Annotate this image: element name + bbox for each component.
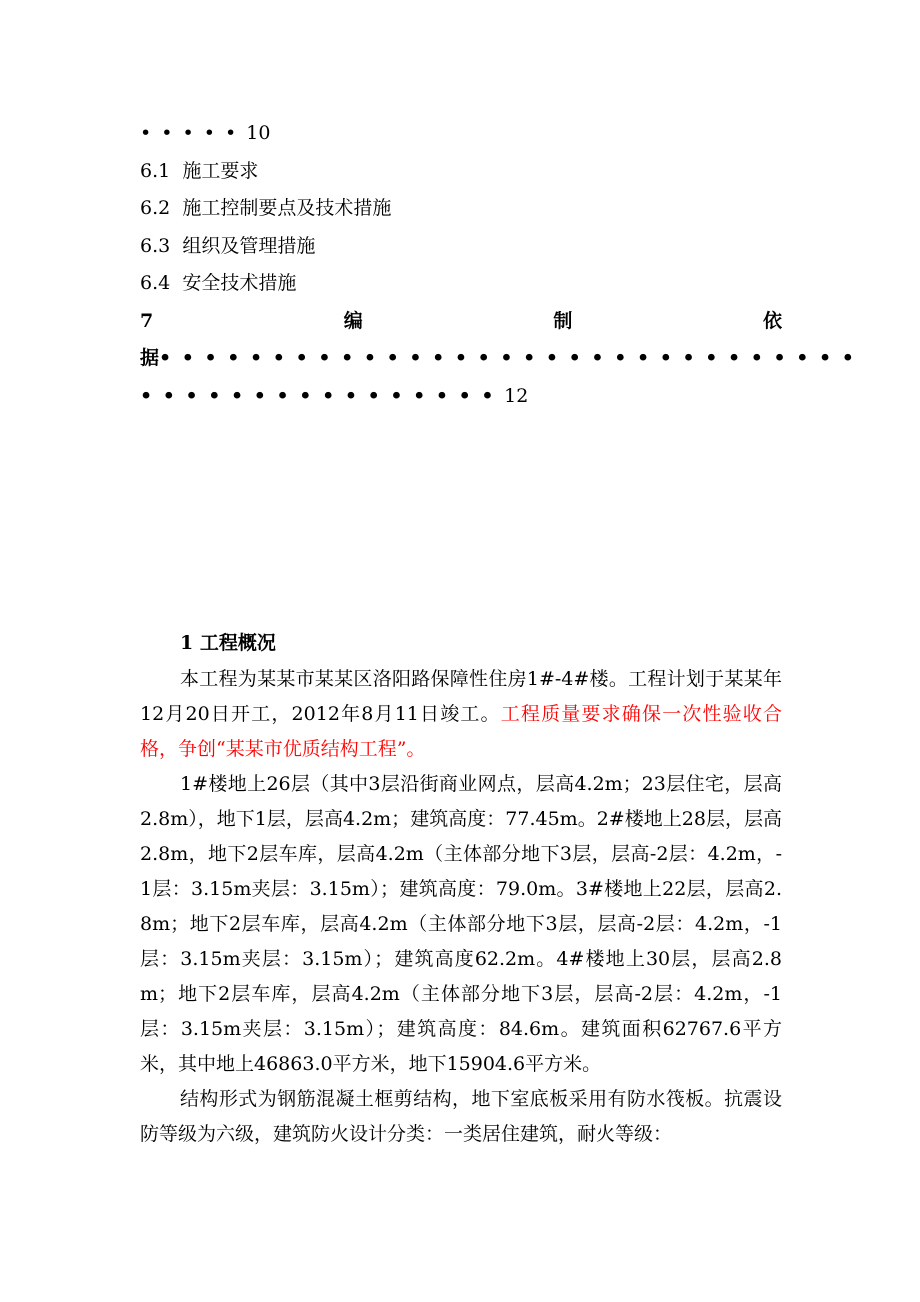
toc-chapter-7-leader-end [140,378,782,416]
quality-requirement-text: 工程质量要求确保一次性验收合格，争创“某某市优质结构工程”。 [140,703,782,760]
toc-item-title: 安全技术措施 [182,272,297,294]
toc-chapter-number: 7 [140,309,154,332]
toc-leader-dots: • • • • • • • • • • • • • • • • • • • • • • • • • • • • • • • [159,347,856,369]
toc-item-number: 6.1 [140,159,171,182]
toc-item-number: 6.3 [140,234,171,257]
toc-chapter-7-leader [140,340,856,378]
section-project-overview [140,624,782,1152]
toc-item-number: 6.4 [140,272,171,294]
toc-item-6-3[interactable] [140,228,782,266]
toc-item-6-2[interactable] [140,190,782,228]
paragraph-building-details: 1#楼地上26层（其中3层沿街商业网点，层高4.2m；23层住宅，层高2.8m），地下1层，层高4.2m；建筑高度：77.45m。2#楼地上28层，层高2.8m，地下2层车库，层高4.2m（主体部分地下3层，层高-2层：4.2m，-1层：3.15m夹层：3.15m）；建筑高度：79.0m。3#楼地上22层，层高2.8m；地下2层车库，层高4.2m（主体部分地下3层，层高-2层：4.2m，-1层：3.15m夹层：3.15m）；建筑高度62.2m。4#楼地上30层，层高2.8m；地下2层车库，层高4.2m（主体部分地下3层，层高-2层：4.2m，-1层：3.15m夹层：3.15m）；建筑高度：84.6m。建筑面积62767.6平方米，其中地上46863.0平方米，地下15904.6平方米。 [140,773,782,1075]
toc-leader-dots: • • • • • • • • • • • • • • • • [140,384,505,407]
toc-continuation-line [140,115,782,153]
toc-chapter-char: 制 [553,309,573,332]
toc-item-title: 组织及管理措施 [182,234,316,257]
paragraph-text: 本工程为某某市某某区洛阳路保障性住房1#-4#楼。工程计划于某某年12月20日开工，2012年8月11日竣工。 [140,668,782,725]
section-heading: 1 工程概况 [180,632,276,654]
toc-leader-dots: • • • • • [140,122,247,144]
toc-item-title: 施工要求 [182,159,259,182]
toc-item-6-1[interactable] [140,153,782,191]
paragraph-project-intro [140,662,782,767]
toc-item-number: 6.2 [140,197,171,219]
toc-item-title: 施工控制要点及技术措施 [182,197,392,219]
toc-chapter-char: 据 [140,347,160,369]
paragraph-structure-form: 结构形式为钢筋混凝土框剪结构，地下室底板采用有防水筏板。抗震设防等级为六级，建筑防火设计分类：一类居住建筑，耐火等级： [140,1088,782,1145]
table-of-contents [140,115,856,415]
toc-chapter-char: 编 [343,309,363,332]
toc-page-number: 10 [246,122,271,144]
toc-page-number: 12 [504,384,529,407]
toc-item-6-4[interactable] [140,265,782,303]
toc-chapter-7-title[interactable] [140,303,782,341]
toc-chapter-char: 依 [762,309,782,332]
